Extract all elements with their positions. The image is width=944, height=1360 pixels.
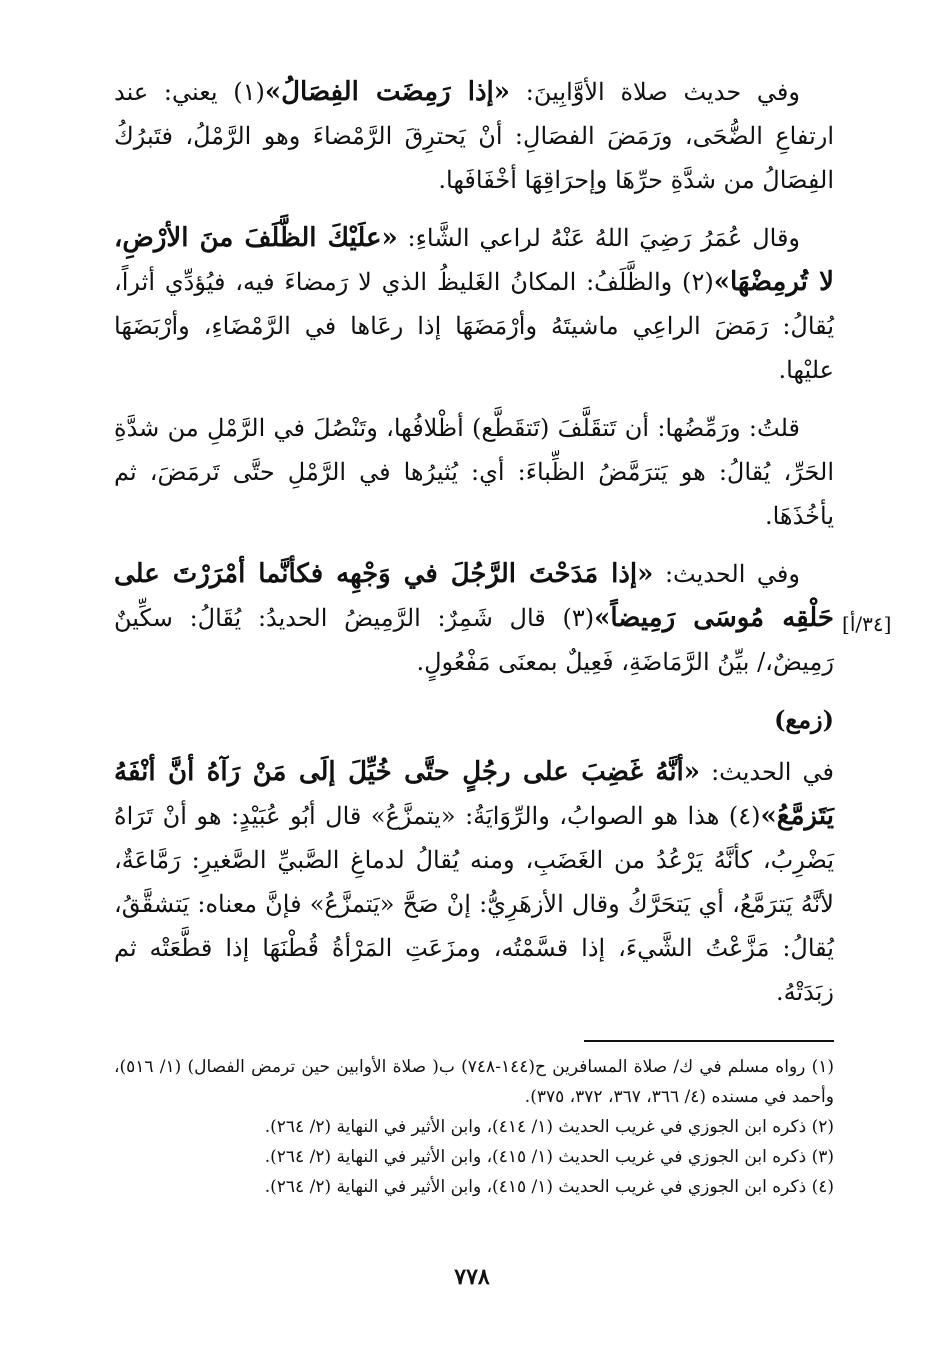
footnote-4: (٤) ذكره ابن الجوزي في غريب الحديث (١/ ٤١٥)، وابن الأثير في النهاية (٢/ ٢٦٤). [264,1177,834,1197]
paragraph-2-intro: وقال عُمَرُ رَضِيَ اللهُ عَنْهُ لراعي الشَّاءِ: [397,224,800,252]
paragraph-5-intro: في الحديث: [700,758,834,786]
paragraph-4-text: (٣) قال شَمِرٌ: الرَّمِيضُ الحديدُ: يُقَالُ: سكِّينٌ رَمِيضٌ،/ بيِّنُ الرَّمَاضَةِ، فَعِيلٌ بمعنَى مَفْعُولٍ. [114,604,834,676]
hadith-quote-1: «إذا رَمِضَت الفِصَالُ» [264,77,511,107]
paragraph-4 [114,552,834,684]
paragraph-4-intro: وفي الحديث: [653,560,800,588]
paragraph-1-intro: وفي حديث صلاة الأوَّابِينَ: [510,78,800,106]
footnote-divider [584,1040,834,1042]
hadith-quote-5: «أنَّهُ غَضِبَ على رجُلٍ حتَّى خُيِّلَ إلَى مَنْ رَآهُ أنَّ أنْفَهُ يَتَزمَّعُ» [114,757,834,831]
hadith-quote-2: «علَيْكَ الظَّلَفَ منَ الأرْضِ، لا تُرمِضْهَا» [114,223,835,297]
footnotes [114,1052,834,1202]
paragraph-5 [114,750,834,1014]
hadith-quote-4: «إذا مَدَحْتَ الرَّجُلَ في وَجْهِه فكأنَّما أمْرَرْتَ على حَلْقِه مُوسَى رَمِيضاً» [114,559,834,633]
footnote-3: (٣) ذكره ابن الجوزي في غريب الحديث (١/ ٤١٥)، وابن الأثير في النهاية (٢/ ٢٦٤). [264,1147,834,1167]
page-number: ٧٧٨ [454,1264,490,1290]
paragraph-1 [114,70,834,202]
paragraph-1-text: (١) يعني: عند ارتفاعِ الضُّحَى، ورَمَضَ الفصَالِ: أنْ يَحترِقَ الرَّمْضاءَ وهو الرَّمْلُ، فتَبرُكُ الفِصَالُ من شدَّةِ حرِّهَا وإحرَاقِهَا أخْفَافَها. [114,78,834,194]
manuscript-folio-reference: [٣٤/أ] [842,612,892,636]
footnote-1: (١) رواه مسلم في ك/ صلاة المسافرين ح(١٤٤-٧٤٨) ب( صلاة الأوابين حين ترمض الفصال) (١/ ٥١٦)، وأحمد في مسنده (٤/ ٣٦٦، ٣٦٧، ٣٧٢، ٣٧٥). [114,1057,834,1107]
paragraph-5-text: (٤) هذا هو الصوابُ، والرِّوَايَةُ: «يتمزَّعُ» قال أبُو عُبَيْدٍ: هو أنْ تَرَاهُ يَضْرِبُ، كأنَّهُ يَرْعُدُ من الغَضَبِ، ومنه يُقالُ لدماغِ الصَّبيِّ الصَّغيرِ: رَمَّاعَةٌ، لأنَّهُ يَترَمَّعُ، أي يَتحَرَّكُ وقال الأزهَرِيُّ: إنْ صَحَّ «يَتمزَّعُ» فإنَّ معناه: يَتشقَّقُ، يُقالُ: مَزَّعْتُ الشَّيءَ، إذا قسَّمْتُه، ومزَعَتِ المَرْأةُ قُطْنَهَا إذا قطَّعَتْه ثم زبَدَتْهُ. [114,802,834,1006]
paragraph-3: قلتُ: ورَمِّضُها: أن تَتقَلَّفَ (تَتقَطَّع) أظْلافُها، وتَنْصُلَ في الرَّمْلِ من شدَّةِ الحَرِّ، يُقالُ: هو يَترَمَّضُ الظِّباءَ: أي: يُثيرُها في الرَّمْلِ حتَّى تَرمَضَ، ثم يأخُذَهَا. [114,414,834,530]
paragraph-2-text: (٢) والظَّلَفُ: المكانُ الغَليظُ الذي لا رَمضاءَ فيه، فيُؤدِّي أثراً، يُقالُ: رَمَضَ الراعِي ماشيتَهُ وأرْمَضَهَا إذا رعَاها في الرَّمْضَاءِ، وأرْبَضَهَا عليْها. [114,268,834,384]
footnote-2: (٢) ذكره ابن الجوزي في غريب الحديث (١/ ٤١٤)، وابن الأثير في النهاية (٢/ ٢٦٤). [264,1117,834,1137]
main-text [114,70,834,1028]
paragraph-2 [114,216,834,392]
section-heading: (زمع) [774,705,834,734]
